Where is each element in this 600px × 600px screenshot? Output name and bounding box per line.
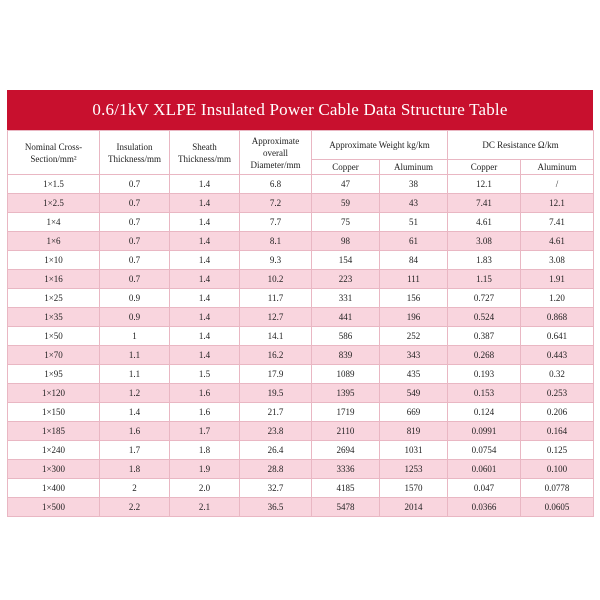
header-insulation: Insulation Thickness/mm [100, 131, 170, 175]
cell-weight-aluminum: 2014 [380, 498, 448, 517]
cell-section: 1×70 [8, 346, 100, 365]
cell-section: 1×25 [8, 289, 100, 308]
cell-resistance-aluminum: 0.868 [521, 308, 594, 327]
cell-resistance-copper: 1.15 [448, 270, 521, 289]
header-resistance: DC Resistance Ω/km [448, 131, 594, 160]
cell-sheath: 1.8 [170, 441, 240, 460]
cell-section: 1×400 [8, 479, 100, 498]
cell-section: 1×120 [8, 384, 100, 403]
cell-diameter: 7.2 [240, 194, 312, 213]
cell-weight-aluminum: 84 [380, 251, 448, 270]
cell-sheath: 1.4 [170, 327, 240, 346]
cell-sheath: 1.4 [170, 270, 240, 289]
cell-weight-copper: 2694 [312, 441, 380, 460]
cell-weight-copper: 839 [312, 346, 380, 365]
cell-insulation: 2 [100, 479, 170, 498]
cell-weight-copper: 1395 [312, 384, 380, 403]
header-resistance-aluminum: Aluminum [521, 160, 594, 175]
cell-sheath: 2.1 [170, 498, 240, 517]
cell-sheath: 1.4 [170, 289, 240, 308]
cell-section: 1×6 [8, 232, 100, 251]
cell-diameter: 16.2 [240, 346, 312, 365]
table-row [8, 403, 594, 422]
cell-resistance-aluminum: 0.0605 [521, 498, 594, 517]
cell-sheath: 2.0 [170, 479, 240, 498]
cell-weight-copper: 1089 [312, 365, 380, 384]
header-diameter: Approximate overall Diameter/mm [240, 131, 312, 175]
table-row [8, 232, 594, 251]
header-resistance-copper: Copper [448, 160, 521, 175]
cable-data-sheet [7, 90, 593, 517]
cell-resistance-copper: 0.0601 [448, 460, 521, 479]
table-row [8, 365, 594, 384]
cell-resistance-copper: 0.124 [448, 403, 521, 422]
cell-resistance-copper: 0.153 [448, 384, 521, 403]
cell-weight-aluminum: 51 [380, 213, 448, 232]
header-sheath: Sheath Thickness/mm [170, 131, 240, 175]
cell-sheath: 1.4 [170, 346, 240, 365]
cell-insulation: 1.4 [100, 403, 170, 422]
cell-diameter: 8.1 [240, 232, 312, 251]
cell-sheath: 1.9 [170, 460, 240, 479]
cell-sheath: 1.5 [170, 365, 240, 384]
cell-section: 1×1.5 [8, 175, 100, 194]
cell-sheath: 1.4 [170, 232, 240, 251]
cell-insulation: 0.7 [100, 232, 170, 251]
cell-weight-copper: 223 [312, 270, 380, 289]
header-weight-copper: Copper [312, 160, 380, 175]
cell-resistance-copper: 0.0754 [448, 441, 521, 460]
cell-sheath: 1.6 [170, 384, 240, 403]
cell-weight-aluminum: 549 [380, 384, 448, 403]
table-row [8, 175, 594, 194]
cell-diameter: 28.8 [240, 460, 312, 479]
cell-diameter: 7.7 [240, 213, 312, 232]
cell-weight-aluminum: 435 [380, 365, 448, 384]
table-row [8, 441, 594, 460]
cell-sheath: 1.6 [170, 403, 240, 422]
table-row [8, 213, 594, 232]
cell-weight-copper: 154 [312, 251, 380, 270]
cell-sheath: 1.4 [170, 213, 240, 232]
table-body [8, 175, 594, 517]
cell-resistance-aluminum: 12.1 [521, 194, 594, 213]
cell-resistance-aluminum: 7.41 [521, 213, 594, 232]
cell-resistance-copper: 0.387 [448, 327, 521, 346]
cell-resistance-copper: 0.0366 [448, 498, 521, 517]
cell-sheath: 1.4 [170, 251, 240, 270]
cell-resistance-aluminum: 0.253 [521, 384, 594, 403]
cable-data-table [7, 130, 594, 517]
cell-resistance-copper: 0.268 [448, 346, 521, 365]
cell-weight-copper: 4185 [312, 479, 380, 498]
cell-resistance-copper: 3.08 [448, 232, 521, 251]
cell-weight-aluminum: 156 [380, 289, 448, 308]
table-header [8, 131, 594, 175]
cell-resistance-aluminum: 0.443 [521, 346, 594, 365]
cell-section: 1×50 [8, 327, 100, 346]
cell-resistance-aluminum: 0.32 [521, 365, 594, 384]
cell-weight-aluminum: 111 [380, 270, 448, 289]
cell-section: 1×2.5 [8, 194, 100, 213]
table-title: 0.6/1kV XLPE Insulated Power Cable Data Structure Table [7, 90, 593, 130]
cell-resistance-aluminum: 0.641 [521, 327, 594, 346]
cell-diameter: 21.7 [240, 403, 312, 422]
cell-insulation: 1.1 [100, 346, 170, 365]
cell-resistance-aluminum: 3.08 [521, 251, 594, 270]
cell-insulation: 0.9 [100, 289, 170, 308]
cell-sheath: 1.4 [170, 194, 240, 213]
cell-section: 1×150 [8, 403, 100, 422]
cell-resistance-aluminum: 1.91 [521, 270, 594, 289]
cell-weight-aluminum: 1031 [380, 441, 448, 460]
cell-diameter: 17.9 [240, 365, 312, 384]
cell-resistance-copper: 12.1 [448, 175, 521, 194]
cell-resistance-copper: 0.524 [448, 308, 521, 327]
cell-section: 1×10 [8, 251, 100, 270]
cell-resistance-copper: 7.41 [448, 194, 521, 213]
table-row [8, 346, 594, 365]
cell-resistance-copper: 0.047 [448, 479, 521, 498]
header-weight-aluminum: Aluminum [380, 160, 448, 175]
table-row [8, 498, 594, 517]
cell-diameter: 9.3 [240, 251, 312, 270]
cell-weight-aluminum: 252 [380, 327, 448, 346]
cell-resistance-aluminum: 1.20 [521, 289, 594, 308]
cell-insulation: 2.2 [100, 498, 170, 517]
cell-section: 1×16 [8, 270, 100, 289]
cell-weight-aluminum: 343 [380, 346, 448, 365]
cell-insulation: 1.8 [100, 460, 170, 479]
cell-section: 1×35 [8, 308, 100, 327]
cell-weight-aluminum: 43 [380, 194, 448, 213]
cell-weight-copper: 5478 [312, 498, 380, 517]
cell-diameter: 19.5 [240, 384, 312, 403]
table-row [8, 251, 594, 270]
cell-sheath: 1.4 [170, 308, 240, 327]
cell-insulation: 1.2 [100, 384, 170, 403]
cell-section: 1×240 [8, 441, 100, 460]
table-row [8, 422, 594, 441]
cell-resistance-aluminum: 0.125 [521, 441, 594, 460]
cell-resistance-aluminum: 0.164 [521, 422, 594, 441]
cell-weight-aluminum: 1570 [380, 479, 448, 498]
cell-weight-copper: 3336 [312, 460, 380, 479]
cell-weight-aluminum: 1253 [380, 460, 448, 479]
cell-diameter: 11.7 [240, 289, 312, 308]
cell-diameter: 26.4 [240, 441, 312, 460]
cell-resistance-copper: 1.83 [448, 251, 521, 270]
cell-section: 1×185 [8, 422, 100, 441]
cell-weight-copper: 331 [312, 289, 380, 308]
cell-section: 1×300 [8, 460, 100, 479]
cell-weight-aluminum: 38 [380, 175, 448, 194]
table-row [8, 384, 594, 403]
table-row [8, 327, 594, 346]
cell-insulation: 0.7 [100, 175, 170, 194]
cell-diameter: 6.8 [240, 175, 312, 194]
header-section: Nominal Cross-Section/mm² [8, 131, 100, 175]
cell-insulation: 0.7 [100, 194, 170, 213]
table-row [8, 460, 594, 479]
cell-insulation: 0.7 [100, 213, 170, 232]
cell-resistance-aluminum: 0.0778 [521, 479, 594, 498]
table-row [8, 194, 594, 213]
cell-weight-aluminum: 819 [380, 422, 448, 441]
cell-weight-copper: 98 [312, 232, 380, 251]
cell-resistance-aluminum: 4.61 [521, 232, 594, 251]
cell-diameter: 32.7 [240, 479, 312, 498]
cell-sheath: 1.4 [170, 175, 240, 194]
cell-diameter: 10.2 [240, 270, 312, 289]
header-weight: Approximate Weight kg/km [312, 131, 448, 160]
cell-weight-copper: 441 [312, 308, 380, 327]
cell-weight-copper: 59 [312, 194, 380, 213]
table-row [8, 270, 594, 289]
cell-diameter: 36.5 [240, 498, 312, 517]
table-row [8, 308, 594, 327]
cell-resistance-copper: 4.61 [448, 213, 521, 232]
cell-insulation: 1.6 [100, 422, 170, 441]
cell-resistance-aluminum: 0.100 [521, 460, 594, 479]
cell-weight-copper: 586 [312, 327, 380, 346]
cell-insulation: 0.7 [100, 251, 170, 270]
cell-weight-copper: 2110 [312, 422, 380, 441]
cell-section: 1×4 [8, 213, 100, 232]
cell-diameter: 12.7 [240, 308, 312, 327]
cell-insulation: 1.7 [100, 441, 170, 460]
cell-insulation: 0.9 [100, 308, 170, 327]
table-row [8, 289, 594, 308]
cell-insulation: 1 [100, 327, 170, 346]
cell-resistance-copper: 0.0991 [448, 422, 521, 441]
cell-diameter: 14.1 [240, 327, 312, 346]
cell-resistance-aluminum: / [521, 175, 594, 194]
cell-section: 1×95 [8, 365, 100, 384]
cell-insulation: 1.1 [100, 365, 170, 384]
cell-section: 1×500 [8, 498, 100, 517]
cell-weight-copper: 75 [312, 213, 380, 232]
cell-weight-copper: 1719 [312, 403, 380, 422]
cell-sheath: 1.7 [170, 422, 240, 441]
cell-resistance-aluminum: 0.206 [521, 403, 594, 422]
table-row [8, 479, 594, 498]
cell-resistance-copper: 0.193 [448, 365, 521, 384]
cell-diameter: 23.8 [240, 422, 312, 441]
cell-insulation: 0.7 [100, 270, 170, 289]
cell-weight-copper: 47 [312, 175, 380, 194]
cell-weight-aluminum: 669 [380, 403, 448, 422]
cell-weight-aluminum: 196 [380, 308, 448, 327]
cell-resistance-copper: 0.727 [448, 289, 521, 308]
cell-weight-aluminum: 61 [380, 232, 448, 251]
